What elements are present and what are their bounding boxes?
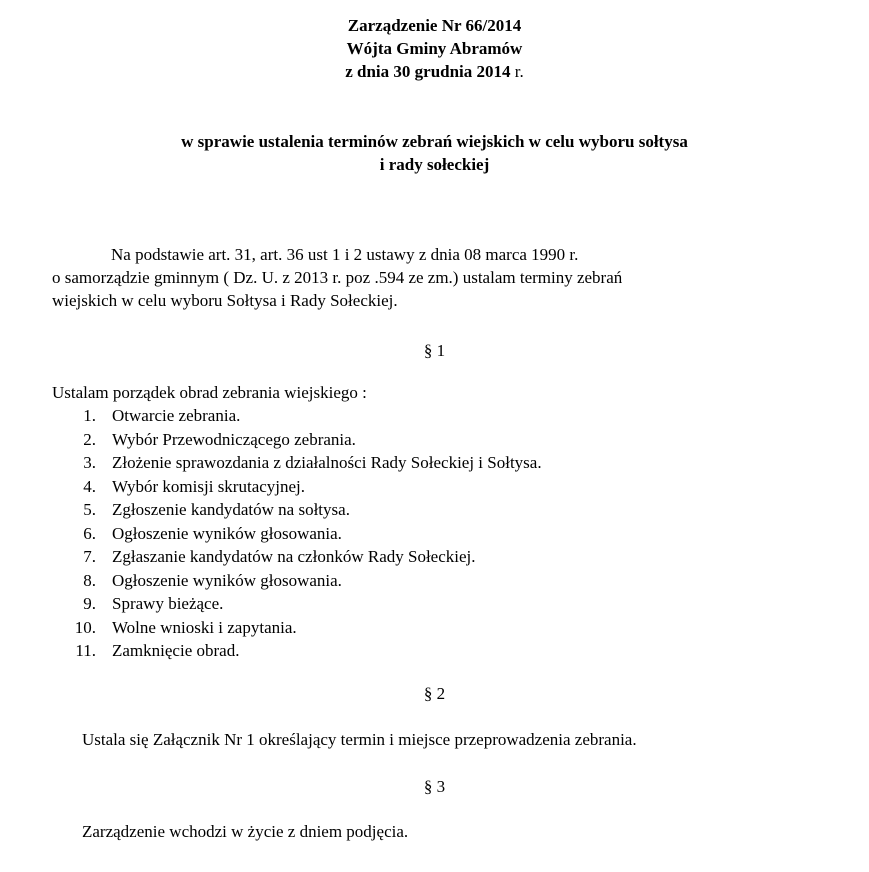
ordinance-date xyxy=(0,60,869,83)
agenda-item-number: 1. xyxy=(83,406,96,425)
intro-line-2: o samorządzie gminnym ( Dz. U. z 2013 r. poz .594 ze zm.) ustalam terminy zebrań xyxy=(52,268,623,287)
agenda-item-text: Otwarcie zebrania. xyxy=(112,406,241,425)
agenda-item-number: 9. xyxy=(83,594,96,613)
agenda-item-text: Wolne wnioski i zapytania. xyxy=(112,617,297,637)
agenda-item-number: 8. xyxy=(83,570,96,590)
ordinance-number: Zarządzenie Nr 66/2014 xyxy=(347,16,522,35)
agenda-item-text: Ogłoszenie wyników głosowania. xyxy=(112,570,342,590)
agenda-item-number: 3. xyxy=(83,453,96,472)
intro-line-1: Na podstawie art. 31, art. 36 ust 1 i 2 ustawy z dnia 08 marca 1990 r. xyxy=(111,245,579,264)
agenda-item-number: 4. xyxy=(83,476,96,496)
agenda-item-number: 5. xyxy=(83,500,96,519)
agenda-item-text: Zgłaszanie kandydatów na członków Rady Sołeckiej. xyxy=(112,547,476,566)
agenda-item-number: 6. xyxy=(83,523,96,543)
section-3-heading: § 3 xyxy=(423,777,446,796)
agenda-item-text: Ogłoszenie wyników głosowania. xyxy=(112,523,342,543)
agenda-item-number: 7. xyxy=(83,547,96,566)
intro-line-3: wiejskich w celu wyboru Sołtysa i Rady Sołeckiej. xyxy=(52,291,398,310)
subject-line-1: w sprawie ustalenia terminów zebrań wiejskich w celu wyboru sołtysa xyxy=(181,132,688,151)
agenda-item-text: Wybór Przewodniczącego zebrania. xyxy=(112,429,356,449)
agenda-item-text: Zgłoszenie kandydatów na sołtysa. xyxy=(112,500,350,519)
agenda-item-text: Zamknięcie obrad. xyxy=(112,641,240,660)
section-3-text: Zarządzenie wchodzi w życie z dniem podjęcia. xyxy=(82,822,409,841)
ordinance-date-main: z dnia 30 grudnia 2014 xyxy=(345,62,515,81)
issuer-title: Wójta Gminy Abramów xyxy=(346,39,523,58)
section-1-lead: Ustalam porządek obrad zebrania wiejskiego : xyxy=(52,383,367,402)
ordinance-date-suffix: r. xyxy=(514,62,524,81)
section-2-heading: § 2 xyxy=(423,684,446,703)
agenda-item-number: 10. xyxy=(74,617,96,637)
agenda-item-text: Złożenie sprawozdania z działalności Rady Sołeckiej i Sołtysa. xyxy=(112,453,542,472)
subject-line-2: i rady sołeckiej xyxy=(379,155,490,174)
agenda-item-number: 2. xyxy=(83,429,96,449)
section-1-heading: § 1 xyxy=(423,341,446,360)
agenda-item-text: Wybór komisji skrutacyjnej. xyxy=(112,476,306,496)
agenda-item-number: 11. xyxy=(75,641,96,660)
section-2-text: Ustala się Załącznik Nr 1 określający termin i miejsce przeprowadzenia zebrania. xyxy=(82,730,637,749)
agenda-item-text: Sprawy bieżące. xyxy=(112,594,224,613)
